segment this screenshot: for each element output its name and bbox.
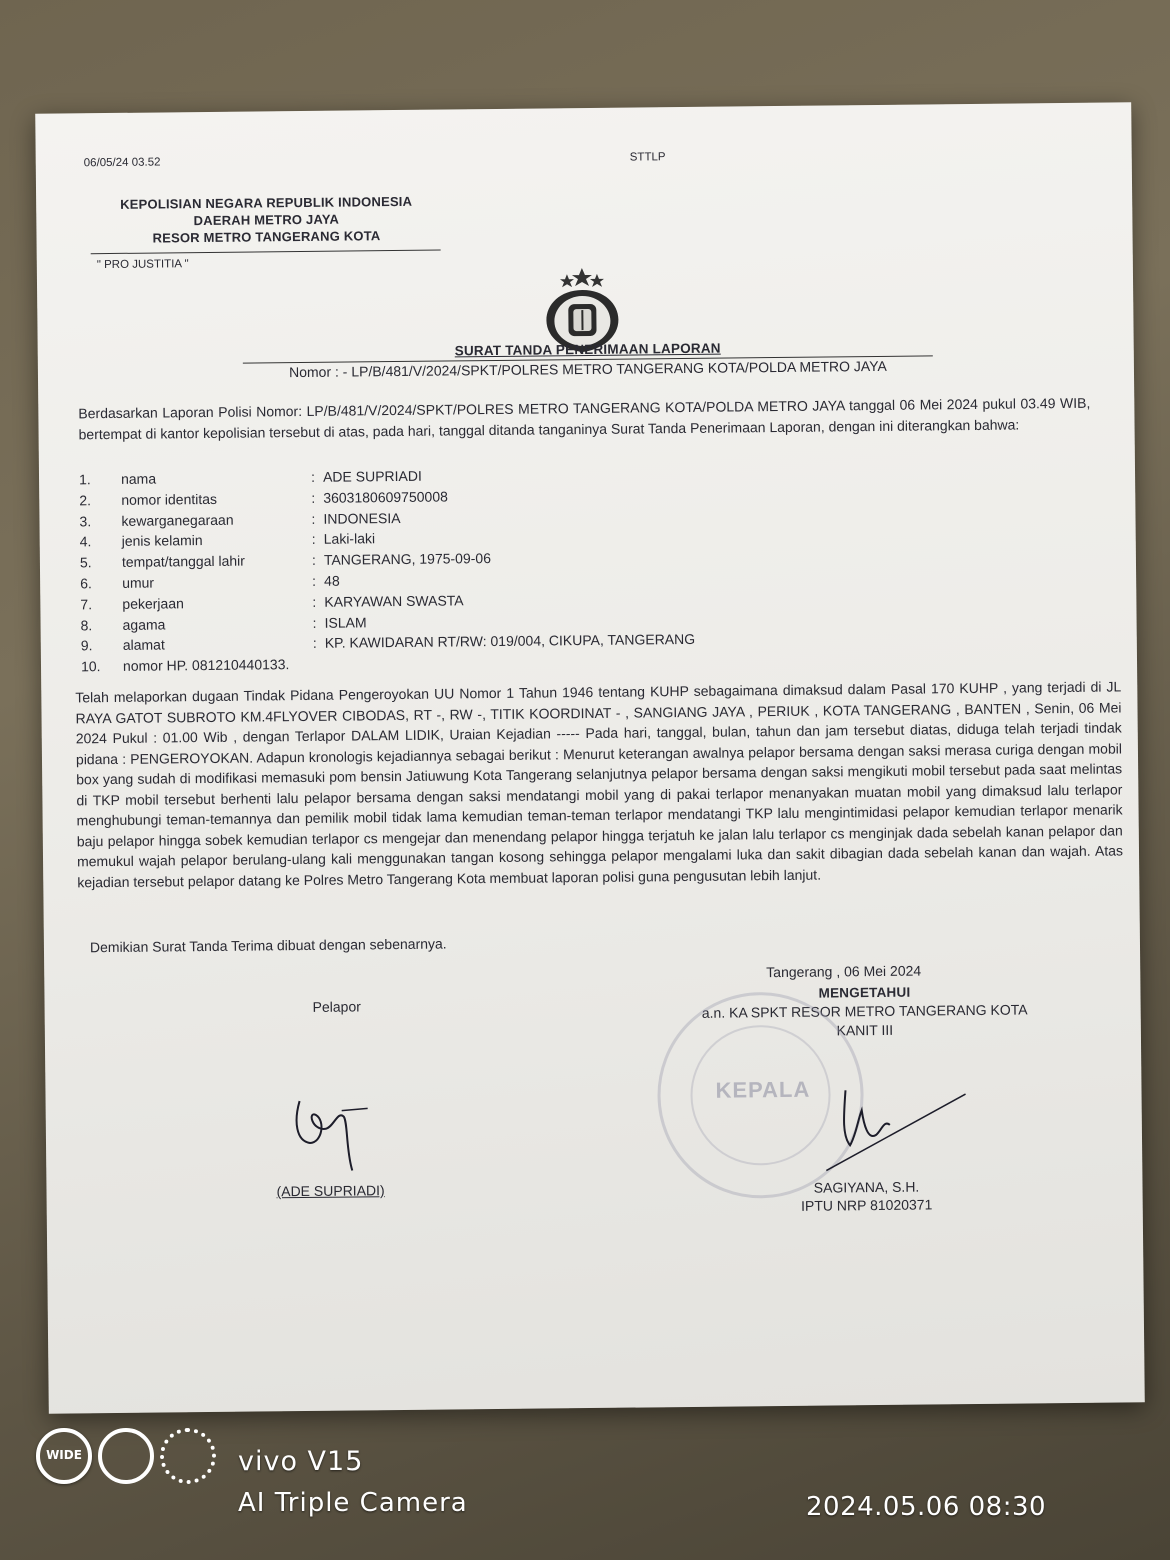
doc-code: STTLP (629, 151, 666, 164)
official-rank-nrp: IPTU NRP 81020371 (800, 1196, 933, 1214)
field-value: TANGERANG, 1975-09-06 (323, 550, 492, 568)
document-number: Nomor : - LP/B/481/V/2024/SPKT/POLRES METRO TANGERANG KOTA/POLDA METRO JAYA (288, 357, 887, 381)
field-value: ISLAM (324, 613, 367, 631)
identity-row: 1. nama : ADE SUPRIADI (78, 467, 422, 488)
on-behalf-of: a.n. KA SPKT RESOR METRO TANGERANG KOTA (701, 1001, 1028, 1021)
field-label: jenis kelamin (121, 532, 203, 550)
org-line-1: KEPOLISIAN NEGARA REPUBLIK INDONESIA (120, 193, 413, 212)
official-position: KANIT III (836, 1021, 894, 1039)
document-title: SURAT TANDA PENERIMAAN LAPORAN (454, 340, 721, 359)
header-divider (91, 250, 441, 255)
reporter-role: Pelapor (312, 998, 361, 1015)
field-label: agama (122, 616, 166, 633)
camera-model: vivo V15 (238, 1446, 364, 1477)
field-value: ADE SUPRIADI (322, 467, 422, 485)
camera-feature: AI Triple Camera (238, 1488, 468, 1518)
identity-row: 6. umur : 48 (80, 572, 340, 592)
identity-row: 8. agama : ISLAM (80, 613, 367, 633)
field-value: 48 (324, 572, 340, 589)
field-label: alamat (122, 636, 165, 654)
field-label: nomor identitas (121, 490, 218, 508)
wide-lens-icon: WIDE (36, 1428, 92, 1484)
report-description: Telah melaporkan dugaan Tindak Pidana Pengeroyokan UU Nomor 1 Tahun 1946 tentang KUHP sebagaimana dimaksud dalam Pasal 170 KUHP , yang terjadi di JL RAYA GATOT SUBROTO KM.4FLYOVER CIBODAS, RT -, RW -, TITIK KOORDINAT - , SANGIANG JAYA , PERIUK , KOTA TANGERANG , BANTEN , Senin, 06 Mei 2024 Pukul : 01.00 Wib , dengan Terlapor DALAM LIDIK, Uraian Kejadian ----- Pada hari, tanggal, bulan, tahun dan jam tersebut diatas, diduga telah terjadi tindak pidana : PENGEROYOKAN. Adapun kronologis kejadiannya sebagai berikut : Menurut keterangan awalnya pelapor bersama dengan saksi merasa curiga dengan mobil box yang sudah di modifikasi memasuki pom bensin Jatiuwung Kota Tangerang selanjutnya pelapor bersama dengan saksi mengikuti mobil tersebut pada saat melintas di TKP mobil tersebut berhenti lalu pelapor bersama dengan saksi mendatangi mobil yang di pakai terlapor menanyakan muatan mobil yang dimaksud lalu terlapor menghubungi teman-temannya dan pemilik mobil tidak lama kemudian teman-teman terlapor mendatangi TKP lalu mengintimidasi pelapor kemudian terlapor menarik baju pelapor hingga sobek kemudian terlapor cs mengejar dan menendang pelapor hingga terjatuh ke jalan lalu terlapor cs menginjak dada sebelah kanan pelapor dan memukul wajah pelapor berulang-ulang kali menggunakan tangan kosong sehingga pelapor mengalami luka dan sakit dibagian dada sebelah kanan dan wajah. Atas kejadian tersebut pelapor datang ke Polres Metro Tangerang Kota membuat laporan polisi guna pengusutan lebih lanjut. (75, 678, 1124, 890)
photo-timestamp: 2024.05.06 08:30 (806, 1492, 1047, 1522)
reporter-signature (285, 1080, 406, 1181)
field-label: nama (120, 470, 157, 487)
main-lens-icon (98, 1428, 154, 1484)
identity-row: 9. alamat : KP. KAWIDARAN RT/RW: 019/004, CIKUPA, TANGERANG (80, 631, 696, 654)
report-document (35, 102, 1145, 1413)
field-value: INDONESIA (323, 509, 401, 527)
field-value: KARYAWAN SWASTA (324, 592, 464, 610)
identity-row: 5. tempat/tanggal lahir : TANGERANG, 1975-09-06 (79, 550, 492, 571)
identity-row: 4. jenis kelamin : Laki-laki (79, 530, 376, 550)
closing-statement: Demikian Surat Tanda Terima dibuat dengan sebenarnya. (89, 935, 447, 956)
org-line-3: RESOR METRO TANGERANG KOTA (152, 228, 381, 246)
title-block (238, 338, 938, 380)
reporter-name: (ADE SUPRIADI) (276, 1182, 385, 1200)
identity-row: 3. kewarganegaraan : INDONESIA (79, 509, 401, 529)
identity-row: 7. pekerjaan : KARYAWAN SWASTA (80, 592, 464, 613)
org-header (76, 193, 456, 246)
depth-lens-icon (160, 1428, 216, 1484)
field-value: Laki-laki (323, 530, 376, 548)
print-date: 06/05/24 03.52 (83, 156, 161, 170)
official-name: SAGIYANA, S.H. (813, 1178, 920, 1196)
intro-paragraph: Berdasarkan Laporan Polisi Nomor: LP/B/481/V/2024/SPKT/POLRES METRO TANGERANG KOTA/POLDA METRO JAYA tanggal 06 Mei 2024 pukul 03.49 WIB, bertempat di kantor kepolisian tersebut di atas, pada hari, tanggal ditanda tanganinya Surat Tanda Penerimaan Laporan, dengan ini diterangkan bahwa: (78, 394, 1091, 442)
field-label: tempat/tanggal lahir (121, 552, 245, 571)
identity-row-phone: 10. nomor HP. 081210440133. (81, 649, 981, 679)
field-label: pekerjaan (122, 595, 184, 612)
place-date: Tangerang , 06 Mei 2024 (766, 962, 922, 981)
official-name-block (736, 1178, 996, 1215)
reporter-identity-list (79, 462, 981, 679)
phone-number: nomor HP. 081210440133. (122, 656, 290, 675)
field-label: umur (122, 574, 155, 591)
org-line-2: DAERAH METRO JAYA (193, 211, 340, 229)
pro-justitia: " PRO JUSTITIA " (96, 258, 189, 272)
official-signature (815, 1064, 986, 1176)
field-label: kewarganegaraan (121, 511, 234, 529)
stamp-label: KEPALA (715, 1076, 811, 1103)
acknowledged-label: MENGETAHUI (818, 984, 911, 1001)
identity-row: 2. nomor identitas : 3603180609750008 (79, 488, 448, 509)
field-value: KP. KAWIDARAN RT/RW: 019/004, CIKUPA, TANGERANG (324, 631, 696, 652)
field-value: 3603180609750008 (323, 488, 448, 506)
